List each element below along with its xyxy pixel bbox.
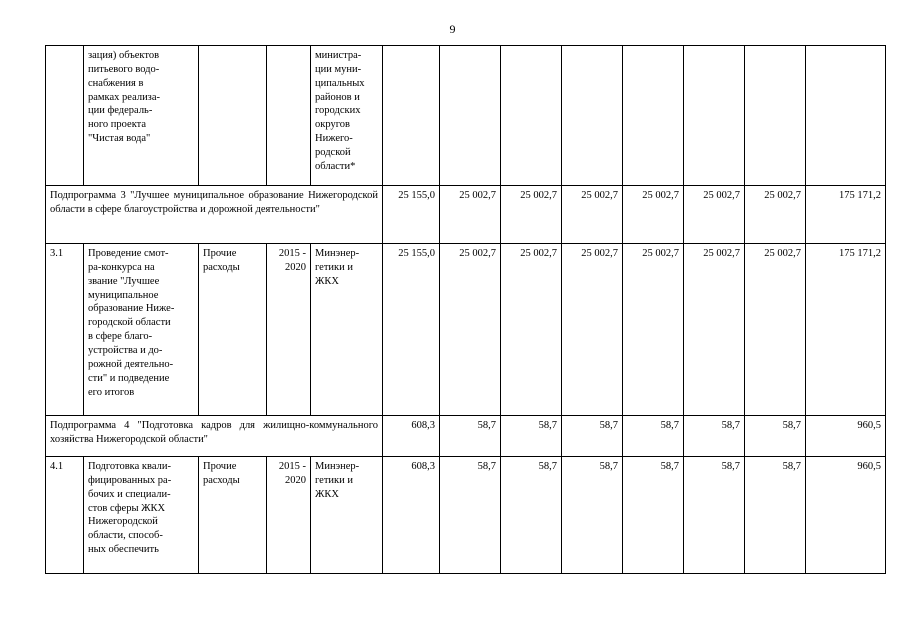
- cell-value: 25 002,7: [440, 186, 501, 244]
- cell-value: 25 002,7: [623, 186, 684, 244]
- cell-value: 25 002,7: [562, 244, 623, 416]
- cell-value: 25 002,7: [501, 186, 562, 244]
- cell-value: 25 002,7: [745, 186, 806, 244]
- cell-value: 25 002,7: [745, 244, 806, 416]
- cell-value: 58,7: [745, 416, 806, 457]
- cell-value: [684, 46, 745, 186]
- cell-value: 58,7: [501, 457, 562, 574]
- cell-value: 58,7: [623, 457, 684, 574]
- cell-value: 58,7: [745, 457, 806, 574]
- cell-expense-type: Прочие расходы: [199, 244, 267, 416]
- cell-number: 4.1: [46, 457, 84, 574]
- cell-value: 25 002,7: [623, 244, 684, 416]
- cell-value: 58,7: [501, 416, 562, 457]
- subprogram-3-title: Подпрограмма 3 "Лучшее муниципальное образование Нижегородской области в сфере благоустройства и дорожной деятельности": [46, 186, 383, 244]
- cell-value: [562, 46, 623, 186]
- cell-description: зация) объектов питьевого водо- снабжения в рамках реализа- ции федераль- ного проекта "Чистая вода": [84, 46, 199, 186]
- cell-value: [383, 46, 440, 186]
- cell-value: [623, 46, 684, 186]
- cell-number: 3.1: [46, 244, 84, 416]
- page-number: 9: [449, 22, 456, 36]
- cell-number: [46, 46, 84, 186]
- cell-value: [501, 46, 562, 186]
- budget-table: [45, 45, 886, 574]
- cell-executor: Минэнер- гетики и ЖКХ: [311, 244, 383, 416]
- table-row-subprogram-3: [46, 186, 886, 244]
- cell-total: 960,5: [806, 457, 886, 574]
- cell-value: 58,7: [562, 457, 623, 574]
- table-row-continuation: [46, 46, 886, 186]
- cell-value: 58,7: [684, 416, 745, 457]
- cell-expense-type: Прочие расходы: [199, 457, 267, 574]
- cell-value: 58,7: [684, 457, 745, 574]
- cell-executor: Минэнер- гетики и ЖКХ: [311, 457, 383, 574]
- cell-value: [440, 46, 501, 186]
- cell-value: 25 002,7: [684, 186, 745, 244]
- cell-value: 58,7: [440, 457, 501, 574]
- cell-description: Проведение смот- ра-конкурса на звание "Лучшее муниципальное образование Ниже- городской области в сфере благо- устройства и до- рожной деятельно- сти" и подведение его итогов: [84, 244, 199, 416]
- cell-total: 175 171,2: [806, 186, 886, 244]
- cell-value: 25 002,7: [501, 244, 562, 416]
- cell-years: 2015 - 2020: [267, 457, 311, 574]
- cell-years: [267, 46, 311, 186]
- cell-value: 25 155,0: [383, 244, 440, 416]
- cell-value: 25 155,0: [383, 186, 440, 244]
- cell-years: 2015 - 2020: [267, 244, 311, 416]
- cell-value: 25 002,7: [440, 244, 501, 416]
- cell-value: 58,7: [623, 416, 684, 457]
- subprogram-4-title: Подпрограмма 4 "Подготовка кадров для жилищно-коммунального хозяйства Нижегородской области": [46, 416, 383, 457]
- cell-total: 960,5: [806, 416, 886, 457]
- cell-executor: министра- ции муни- ципальных районов и городских округов Нижего- родской области*: [311, 46, 383, 186]
- cell-total: 175 171,2: [806, 244, 886, 416]
- table-row-subprogram-4: [46, 416, 886, 457]
- table-row-4-1: [46, 457, 886, 574]
- cell-value: [745, 46, 806, 186]
- cell-value: 58,7: [562, 416, 623, 457]
- cell-value: 608,3: [383, 457, 440, 574]
- table-row-3-1: [46, 244, 886, 416]
- cell-description: Подготовка квали- фицированных ра- бочих и специали- стов сферы ЖКХ Нижегородской области, способ- ных обеспечить: [84, 457, 199, 574]
- cell-total: [806, 46, 886, 186]
- cell-value: 58,7: [440, 416, 501, 457]
- cell-expense-type: [199, 46, 267, 186]
- cell-value: 25 002,7: [684, 244, 745, 416]
- cell-value: 25 002,7: [562, 186, 623, 244]
- cell-value: 608,3: [383, 416, 440, 457]
